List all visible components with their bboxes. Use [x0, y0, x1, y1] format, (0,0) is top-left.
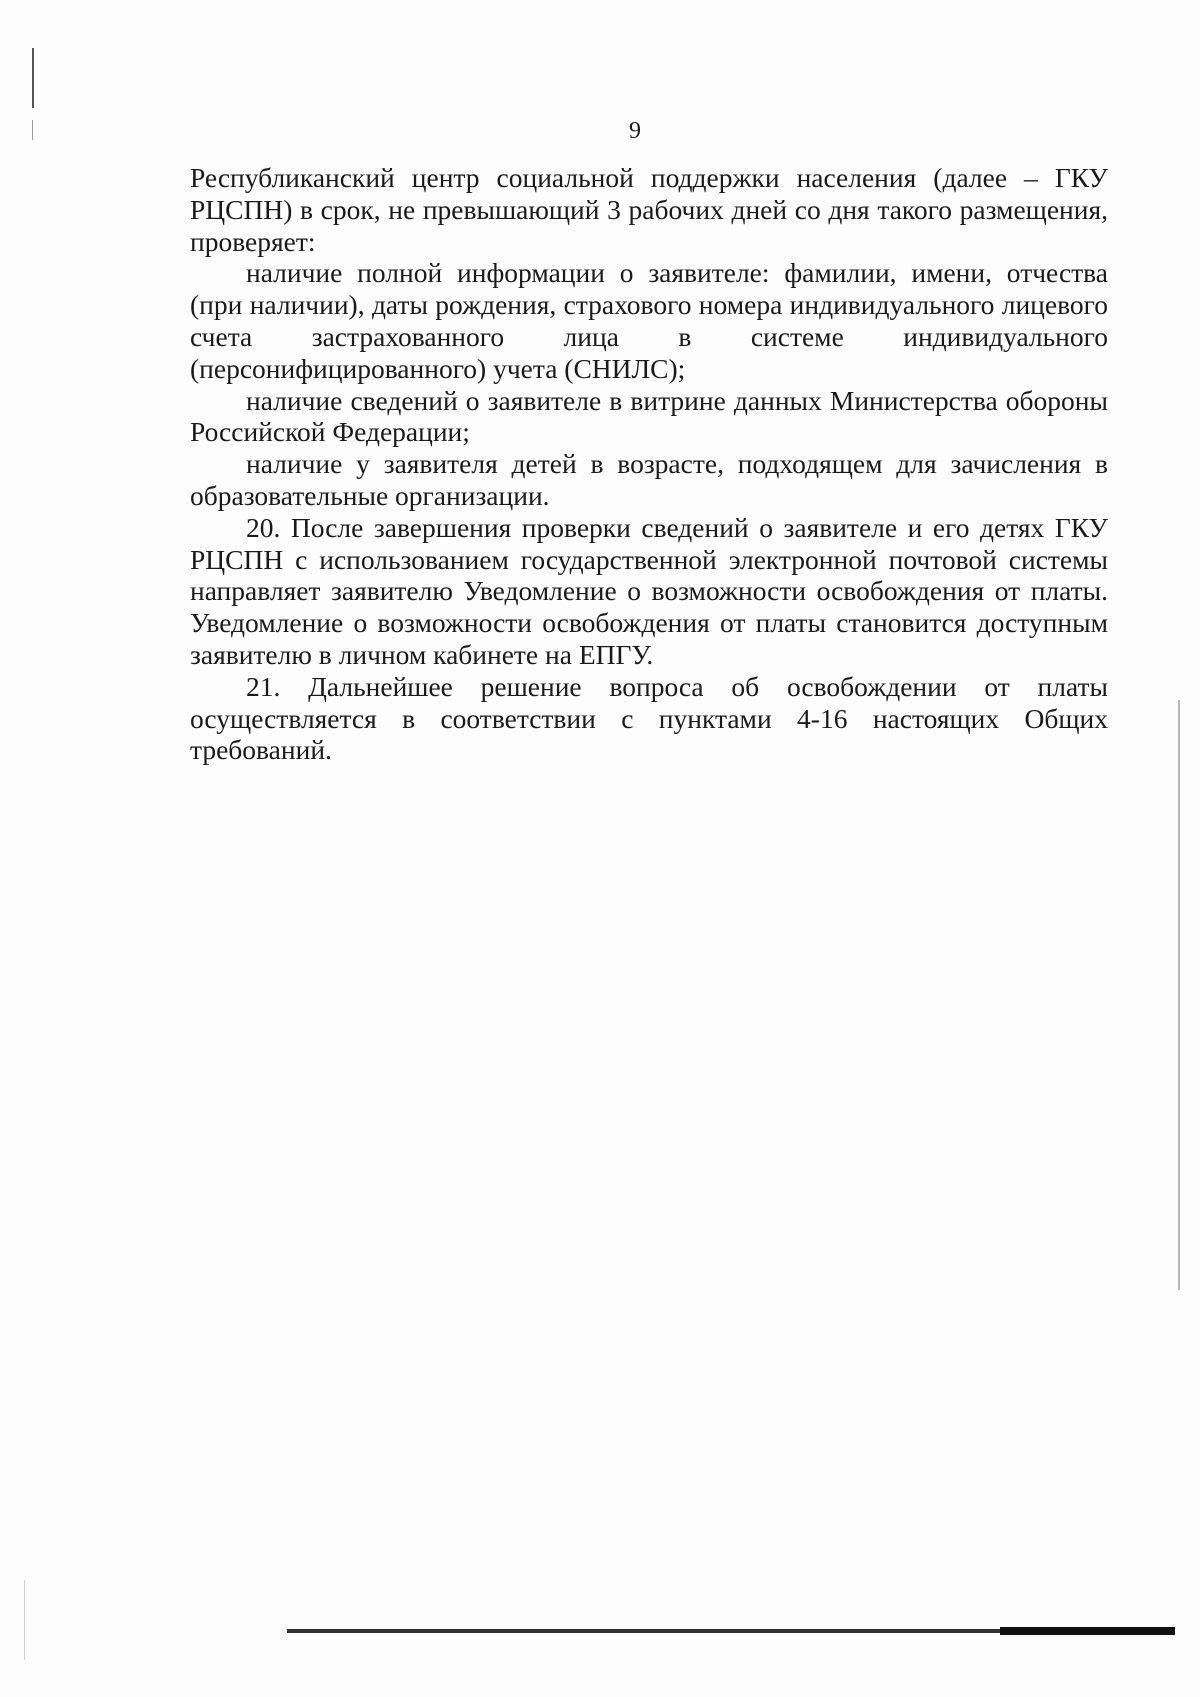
scan-artifact-line	[1178, 700, 1180, 1290]
page-number: 9	[629, 118, 641, 144]
paragraph-continuation: Республиканский центр социальной поддержки населения (далее – ГКУ РЦСПН) в срок, не превышающий 3 рабочих дней со дня такого размещения, проверяет:	[190, 162, 1108, 257]
scan-bottom-edge-dark	[1000, 1627, 1175, 1635]
paragraph-check-defense-data: наличие сведений о заявителе в витрине данных Министерства обороны Российской Федерации;	[190, 384, 1108, 448]
paragraph-check-children: наличие у заявителя детей в возрасте, подходящем для зачисления в образовательные организации.	[190, 448, 1108, 511]
scan-artifact-line	[24, 1580, 25, 1660]
paragraph-item-21: 21. Дальнейшее решение вопроса об освобождении от платы осуществляется в соответствии с пунктами 4-16 настоящих Общих требований.	[190, 670, 1108, 766]
paragraph-check-full-info: наличие полной информации о заявителе: фамилии, имени, отчества (при наличии), даты рождения, страхового номера индивидуального лицевого счета застрахованного лица в системе индивидуального (персонифицированного) учета (СНИЛС);	[190, 257, 1108, 384]
paragraph-item-20: 20. После завершения проверки сведений о заявителе и его детях ГКУ РЦСПН с использованием государственной электронной почтовой системы направляет заявителю Уведомление о возможности освобождения от платы. Уведомление о возможности освобождения от платы становится доступным заявителю в личном кабинете на ЕПГУ.	[190, 511, 1108, 670]
scan-artifact-line	[32, 48, 34, 108]
document-body	[190, 162, 1108, 766]
